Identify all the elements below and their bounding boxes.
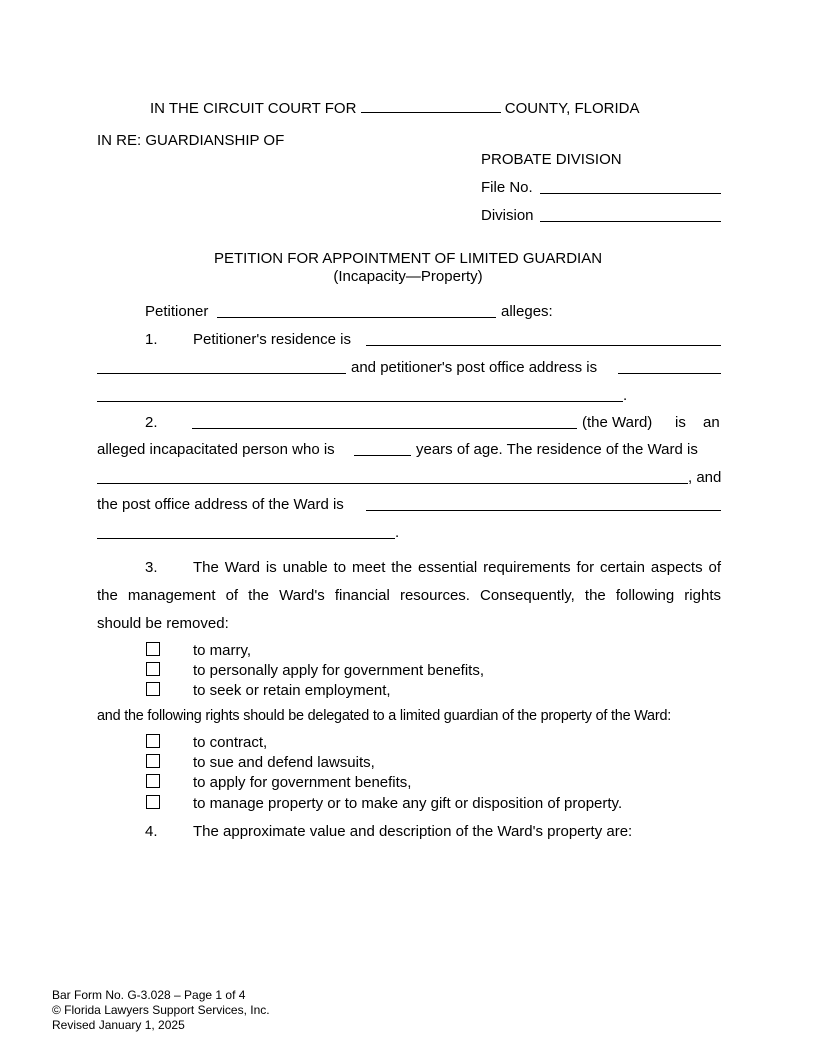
court-suffix: COUNTY, FLORIDA — [504, 100, 640, 117]
ward-residence-blank[interactable] — [97, 483, 688, 484]
footer-copyright: © Florida Lawyers Support Services, Inc. — [52, 1003, 270, 1017]
division-blank[interactable] — [540, 221, 721, 222]
checkbox-remove-employment[interactable] — [146, 682, 160, 696]
delegated-right-item: to contract, — [193, 734, 268, 751]
checkbox-delegate-sue[interactable] — [146, 754, 160, 768]
alleges-label: alleges: — [501, 303, 553, 320]
p3-delegated-intro: and the following rights should be delegated to a limited guardian of the property of the Ward: — [97, 708, 672, 724]
checkbox-delegate-manage-property[interactable] — [146, 795, 160, 809]
division-field-label: Division — [481, 207, 534, 224]
p4-number: 4. — [145, 823, 158, 840]
checkbox-remove-marry[interactable] — [146, 642, 160, 656]
p3-line2: the management of the Ward's financial resources. Consequently, the following rights — [97, 587, 721, 604]
p2-is: is — [675, 414, 686, 431]
petitioner-residence-blank-2[interactable] — [97, 373, 346, 374]
checkbox-delegate-contract[interactable] — [146, 734, 160, 748]
delegated-right-item: to sue and defend lawsuits, — [193, 754, 375, 771]
ward-name-blank[interactable] — [192, 428, 577, 429]
document-title: PETITION FOR APPOINTMENT OF LIMITED GUARDIAN — [213, 250, 603, 267]
court-heading — [150, 98, 640, 118]
division-field — [481, 207, 534, 225]
file-no-blank[interactable] — [540, 193, 721, 194]
ward-po-blank[interactable] — [366, 510, 721, 511]
delegated-right-item: to apply for government benefits, — [193, 774, 412, 791]
petitioner-blank[interactable] — [217, 317, 496, 318]
p3-number: 3. — [145, 559, 158, 576]
p1-residence-label: Petitioner's residence is — [193, 331, 351, 348]
county-blank[interactable] — [361, 98, 501, 113]
p2-po-label: the post office address of the Ward is — [97, 496, 344, 513]
p2-period: . — [395, 524, 400, 541]
p2-line2-b: years of age. The residence of the Ward is — [416, 441, 698, 458]
court-prefix: IN THE CIRCUIT COURT FOR — [150, 100, 357, 117]
petitioner-po-blank-2[interactable] — [97, 401, 623, 402]
p3-line1: The Ward is unable to meet the essential requirements for certain aspects of — [193, 559, 721, 576]
p2-and: , and — [688, 469, 722, 486]
ward-age-blank[interactable] — [354, 455, 411, 456]
in-re-label: IN RE: GUARDIANSHIP OF — [97, 132, 285, 149]
removed-right-item: to personally apply for government benefits, — [193, 662, 484, 679]
p2-ward-tag: (the Ward) — [582, 414, 653, 431]
file-no-field — [481, 179, 533, 197]
p3-line3: should be removed: — [97, 615, 229, 632]
p2-number: 2. — [145, 414, 158, 431]
petitioner-label: Petitioner — [145, 303, 209, 320]
p1-period: . — [623, 387, 628, 404]
p1-po-label: and petitioner's post office address is — [351, 359, 598, 376]
removed-right-item: to marry, — [193, 642, 252, 659]
p2-an: an — [703, 414, 720, 431]
checkbox-delegate-apply-benefits[interactable] — [146, 774, 160, 788]
removed-right-item: to seek or retain employment, — [193, 682, 391, 699]
p4-text: The approximate value and description of the Ward's property are: — [193, 823, 633, 840]
probate-division-label: PROBATE DIVISION — [481, 151, 622, 168]
delegated-right-item: to manage property or to make any gift or disposition of property. — [193, 795, 623, 812]
ward-po-blank-2[interactable] — [97, 538, 395, 539]
checkbox-remove-apply-benefits[interactable] — [146, 662, 160, 676]
file-no-label: File No. — [481, 179, 533, 196]
petitioner-residence-blank[interactable] — [366, 345, 721, 346]
p1-number: 1. — [145, 331, 158, 348]
footer-revised: Revised January 1, 2025 — [52, 1018, 185, 1032]
petitioner-po-blank[interactable] — [618, 373, 721, 374]
footer-form-no: Bar Form No. G-3.028 – Page 1 of 4 — [52, 988, 246, 1002]
document-subtitle: (Incapacity—Property) — [333, 268, 483, 285]
p2-line2-a: alleged incapacitated person who is — [97, 441, 335, 458]
